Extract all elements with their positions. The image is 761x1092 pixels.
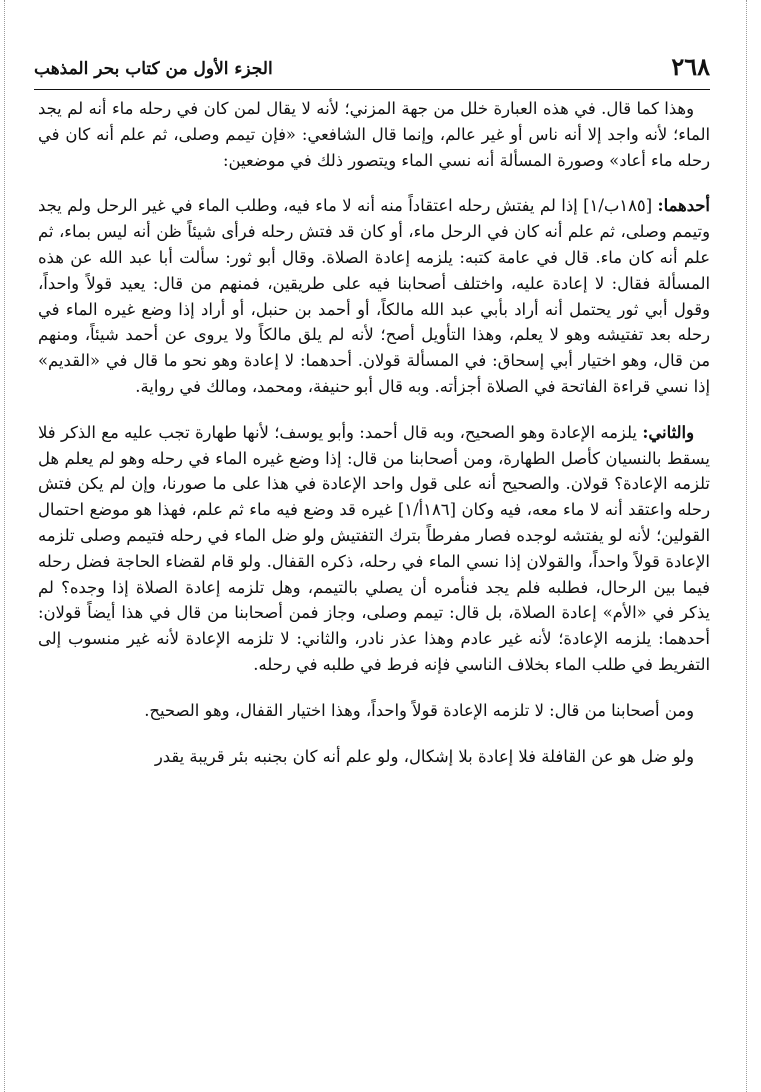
page-number: ٢٦٨ — [671, 52, 710, 81]
paragraph-text: ومن أصحابنا من قال: لا تلزمه الإعادة قولاً واحداً، وهذا اختيار القفال، وهو الصحيح. — [144, 700, 694, 720]
paragraph-lead: أحدهما: — [657, 196, 710, 216]
paragraph-lead: والثاني: — [642, 422, 694, 442]
paragraph — [38, 420, 710, 678]
page-margin-guide — [4, 0, 5, 1092]
running-title: الجزء الأول من كتاب بحر المذهب — [34, 59, 273, 79]
text-body — [38, 96, 710, 769]
page-margin-guide — [746, 0, 747, 1092]
paragraph — [38, 744, 710, 770]
paragraph-text: وهذا كما قال. في هذه العبارة خلل من جهة المزني؛ لأنه لا يقال لمن كان في رحله ماء أنه لم يجد الماء؛ لأنه واجد إلا أنه ناس أو غير عالم، وإنما قال الشافعي: «فإن تيمم وصلى، ثم علم أنه كان في رحله ماء أعاد» وصورة المسألة أنه نسي الماء ويتصور ذلك في موضعين: — [38, 99, 710, 170]
paragraph — [38, 96, 710, 173]
paragraph-text: ولو ضل هو عن القافلة فلا إعادة بلا إشكال، ولو علم أنه كان بجنبه بئر قريبة يقدر — [154, 746, 694, 766]
paragraph-text: يلزمه الإعادة وهو الصحيح، وبه قال أحمد: وأبو يوسف؛ لأنها طهارة تجب عليه مع الذكر فلا يسقط بالنسيان كأصل الطهارة، ومن أصحابنا من قال: إذا وضع غيره الماء في رحله وهو لم يعلم هل تلزمه الإعادة؟ قولان. والصحيح أنه على قول واحد الإعادة في هذا على ما صورنا، وإن لم يكن فتش رحله واعتقد أنه لا ماء معه، فيه وكان [١٨٦أ/١] غيره قد وضع فيه ماء ثم علم، فهذا هو موضع احتمال القولين؛ لأنه لو يفتشه لوجده فصار مفرطاً بترك التفتيش ولو ضل الماء في رحله فتيمم وصلى تلزمه الإعادة قولاً واحداً، والقولان إذا نسي الماء في رحله، ذكره القفال. ولو قام لقضاء الحاجة فضل رحله فيما بين الرحال، فطلبه فلم يجد فنأمره أن يصلي بالتيمم، وهل تلزمه إعادة الصلاة إذا وجده؟ لم يذكر في «الأم» إعادة الصلاة، بل قال: تيمم وصلى، وجاز فمن أصحابنا من قال في هذا أيضاً قولان: أحدهما: يلزمه الإعادة؛ لأنه غير عادم وهذا عذر نادر، والثاني: لا تلزمه الإعادة لأنه غير منسوب إلى التفريط في طلب الماء بخلاف الناسي فإنه فرط في طلبه في رحله. — [38, 422, 710, 674]
paragraph — [38, 698, 710, 724]
paragraph-text: [١٨٥ب/١] إذا لم يفتش رحله اعتقاداً منه أنه لا ماء فيه، وطلب الماء في غير الرحل ولم يجد وتيمم وصلى، ثم علم أنه كان في الرحل ماء، أو كان قد فتش رحله فرأى شيئاً ظن أنه ليس بماء، ثم علم أنه كان ماء. قال في عامة كتبه: يلزمه إعادة الصلاة. وقال أبو ثور: سألت أبا عبد الله عن هذه المسألة فقال: لا إعادة عليه، واختلف أصحابنا فيه على طريقين، فمنهم من قال: يعيد قولاً واحداً، وقول أبي ثور يحتمل أنه أراد بأبي عبد الله مالكاً، أو أحمد بن حنبل، أو أراد إذا وضع غيره الماء في رحله بعد تفتيشه وهو لا يعلم، وهذا التأويل أصح؛ لأنه لم يلق مالكاً ولا يروى عن أحمد شيئاً، ومنهم من قال، وهو اختيار أبي إسحاق: في المسألة قولان. أحدهما: لا إعادة وهو نحو ما قال في «القديم» إذا نسي قراءة الفاتحة في الصلاة أجزأته. وبه قال أبو حنيفة، ومحمد، ومالك في رواية. — [38, 196, 710, 396]
page-header — [34, 50, 710, 90]
paragraph — [38, 193, 710, 399]
